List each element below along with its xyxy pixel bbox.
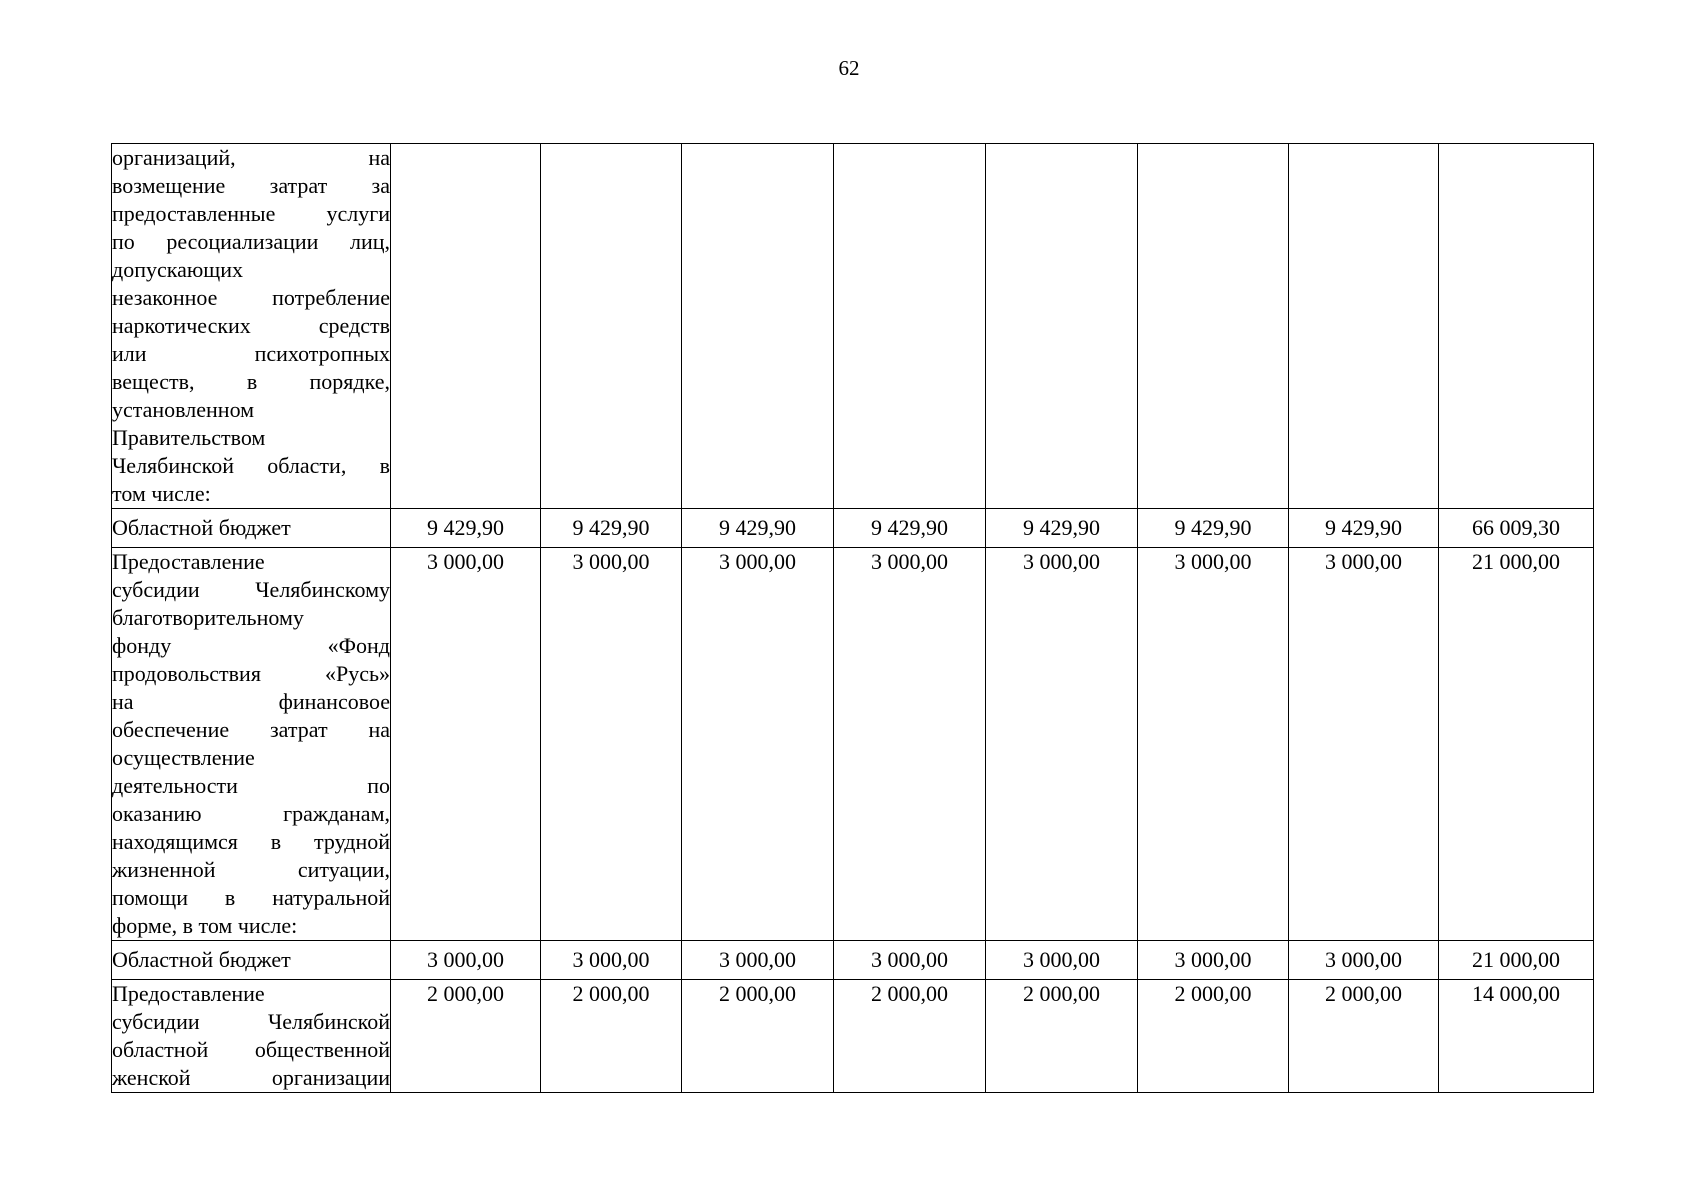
value-cell: 3 000,00	[1289, 548, 1439, 941]
budget-source-cell	[112, 941, 391, 980]
description-line: субсидии Челябинскому	[112, 577, 390, 602]
measure-description-cell	[112, 980, 391, 1093]
measure-description-cell	[112, 144, 391, 509]
description-line: деятельности по	[112, 773, 390, 798]
description-line: организаций, на	[112, 145, 390, 170]
budget-source-cell	[112, 509, 391, 548]
value-cell: 9 429,90	[682, 509, 834, 548]
description-line: или психотропных	[112, 341, 390, 366]
description-line: возмещение затрат за	[112, 173, 390, 198]
description-line: незаконное потребление	[112, 285, 390, 310]
budget-row	[112, 509, 1594, 548]
budget-source-label: Областной бюджет	[112, 947, 291, 972]
description-line: оказанию гражданам,	[112, 801, 390, 826]
budget-source-label: Областной бюджет	[112, 515, 291, 540]
value-cell	[682, 144, 834, 509]
total-value-cell: 66 009,30	[1439, 509, 1594, 548]
budget-table	[111, 143, 1594, 1093]
description-line: Предоставление	[112, 549, 265, 574]
description-line: фонду «Фонд	[112, 633, 390, 658]
description-line: форме, в том числе:	[112, 913, 298, 938]
value-cell: 3 000,00	[1138, 941, 1289, 980]
value-cell: 2 000,00	[1289, 980, 1439, 1093]
value-cell	[834, 144, 986, 509]
description-line: обеспечение затрат на	[112, 717, 390, 742]
description-line: осуществление	[112, 745, 255, 770]
measure-row	[112, 980, 1594, 1093]
budget-row	[112, 941, 1594, 980]
value-cell: 3 000,00	[682, 548, 834, 941]
value-cell: 9 429,90	[1138, 509, 1289, 548]
value-cell: 3 000,00	[834, 941, 986, 980]
description-line: веществ, в порядке,	[112, 369, 390, 394]
value-cell: 2 000,00	[1138, 980, 1289, 1093]
value-cell: 9 429,90	[391, 509, 541, 548]
description-line: установленном	[112, 397, 255, 422]
value-cell	[986, 144, 1138, 509]
description-line: по ресоциализации лиц,	[112, 229, 390, 254]
description-line: продовольствия «Русь»	[112, 661, 390, 686]
value-cell: 3 000,00	[391, 548, 541, 941]
value-cell: 9 429,90	[1289, 509, 1439, 548]
value-cell	[1289, 144, 1439, 509]
description-line: том числе:	[112, 481, 211, 506]
description-line: наркотических средств	[112, 313, 390, 338]
value-cell: 3 000,00	[682, 941, 834, 980]
value-cell: 3 000,00	[1289, 941, 1439, 980]
description-line: предоставленные услуги	[112, 201, 390, 226]
measure-row	[112, 144, 1594, 509]
value-cell: 2 000,00	[834, 980, 986, 1093]
value-cell: 3 000,00	[834, 548, 986, 941]
value-cell: 2 000,00	[986, 980, 1138, 1093]
description-line: находящимся в трудной	[112, 829, 390, 854]
value-cell: 9 429,90	[986, 509, 1138, 548]
measure-description-cell	[112, 548, 391, 941]
value-cell	[1138, 144, 1289, 509]
description-line: областной общественной	[112, 1037, 390, 1062]
value-cell: 9 429,90	[834, 509, 986, 548]
value-cell: 3 000,00	[541, 548, 682, 941]
value-cell: 3 000,00	[541, 941, 682, 980]
description-line: жизненной ситуации,	[112, 857, 390, 882]
total-value-cell	[1439, 144, 1594, 509]
value-cell: 2 000,00	[541, 980, 682, 1093]
description-line: субсидии Челябинской	[112, 1009, 390, 1034]
value-cell: 2 000,00	[682, 980, 834, 1093]
description-line: женской организации	[112, 1065, 390, 1090]
description-line: на финансовое	[112, 689, 390, 714]
value-cell: 3 000,00	[1138, 548, 1289, 941]
description-line: благотворительному	[112, 605, 304, 630]
value-cell: 2 000,00	[391, 980, 541, 1093]
table-body	[112, 144, 1594, 1093]
page-number: 62	[838, 56, 860, 80]
total-value-cell: 21 000,00	[1439, 548, 1594, 941]
description-line: Правительством	[112, 425, 266, 450]
description-line: Челябинской области, в	[112, 453, 390, 478]
value-cell: 9 429,90	[541, 509, 682, 548]
value-cell: 3 000,00	[986, 548, 1138, 941]
value-cell: 3 000,00	[986, 941, 1138, 980]
value-cell	[391, 144, 541, 509]
total-value-cell: 14 000,00	[1439, 980, 1594, 1093]
description-line: допускающих	[112, 257, 244, 282]
value-cell: 3 000,00	[391, 941, 541, 980]
total-value-cell: 21 000,00	[1439, 941, 1594, 980]
measure-row	[112, 548, 1594, 941]
description-line: Предоставление	[112, 981, 265, 1006]
description-line: помощи в натуральной	[112, 885, 390, 910]
value-cell	[541, 144, 682, 509]
